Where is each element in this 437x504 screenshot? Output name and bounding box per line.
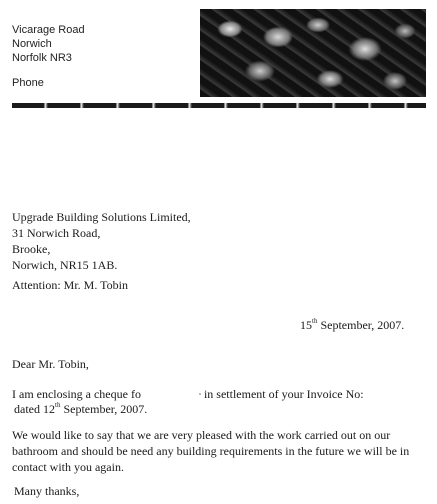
sender-street: Vicarage Road — [12, 24, 85, 36]
recipient-town-postcode: Norwich, NR15 1AB. — [12, 258, 118, 272]
date-rest: September, 2007. — [317, 318, 405, 332]
paragraph-1-line-2 — [14, 401, 147, 417]
recipient-company: Upgrade Building Solutions Limited, — [12, 210, 191, 224]
recipient-village: Brooke, — [12, 242, 51, 256]
recipient-street: 31 Norwich Road, — [12, 226, 101, 240]
blank-mark — [199, 393, 201, 395]
sender-county-postcode: Norfolk NR3 — [12, 52, 72, 64]
letter-date — [300, 317, 404, 333]
paragraph-1-text-a: I am enclosing a cheque fo — [12, 387, 141, 401]
date-day: 15 — [300, 318, 312, 332]
paragraph-1-text-b: in settlement of your Invoice No: — [203, 387, 364, 401]
salutation: Dear Mr. Tobin, — [12, 357, 89, 371]
dated-suffix: th — [55, 401, 61, 409]
letterhead-photo — [200, 9, 426, 97]
amount-blank — [141, 388, 199, 400]
dated-prefix: dated 12 — [14, 402, 55, 416]
letterhead-divider — [12, 103, 426, 108]
paragraph-1-line-1 — [12, 386, 364, 402]
paragraph-2: We would like to say that we are very pleased with the work carried out on our bathroom and should be need any building requirements in the future we will be in contact with you again. — [12, 428, 410, 474]
date-day-suffix: th — [312, 317, 318, 325]
sender-town: Norwich — [12, 38, 52, 50]
sender-phone-label: Phone — [12, 77, 44, 89]
dated-rest: September, 2007. — [60, 402, 148, 416]
attention-line: Attention: Mr. M. Tobin — [12, 278, 128, 292]
closing: Many thanks, — [14, 484, 80, 498]
